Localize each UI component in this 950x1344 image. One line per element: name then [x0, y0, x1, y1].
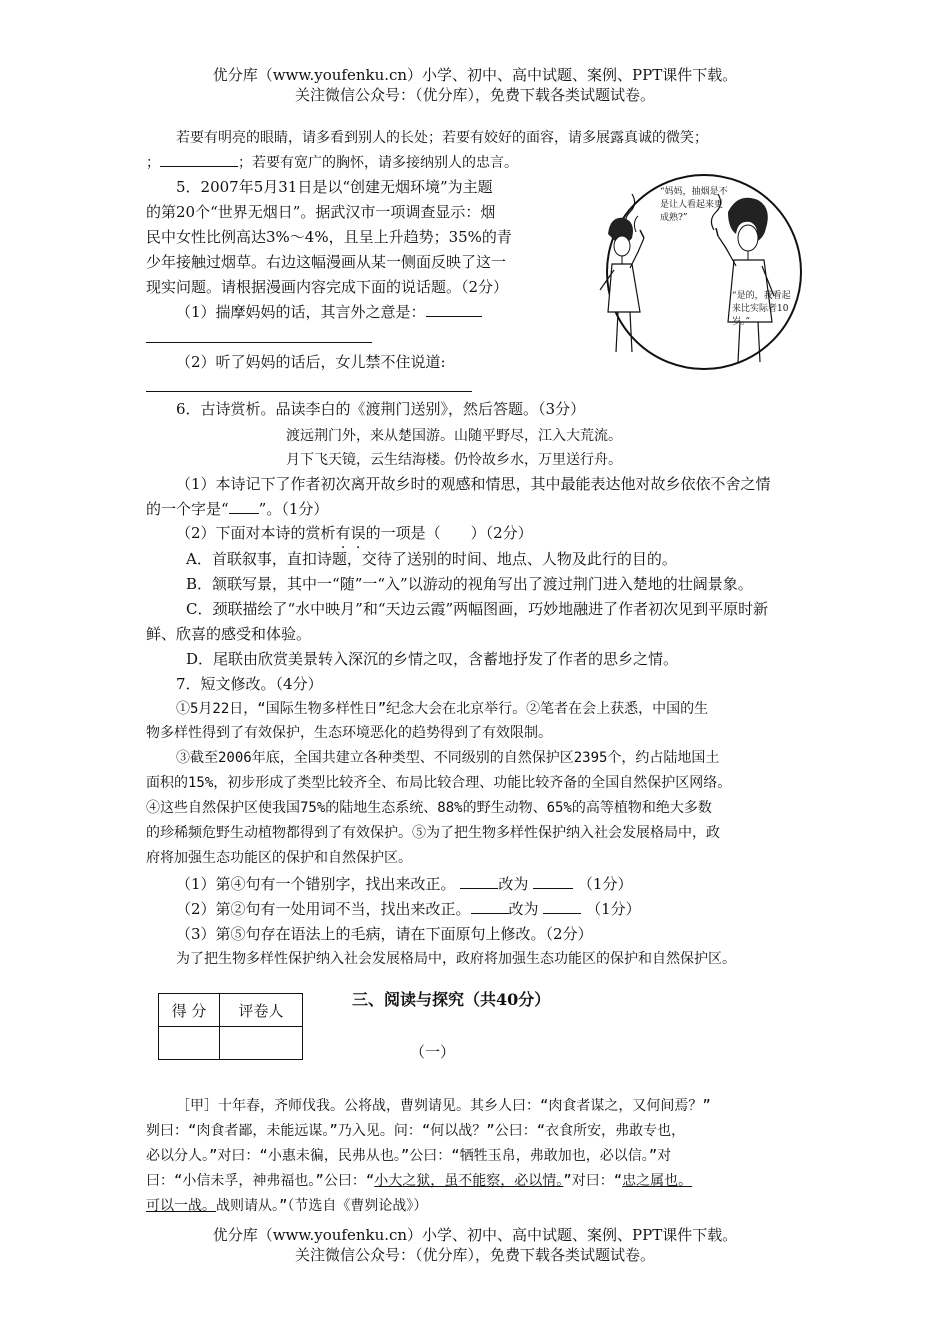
q7-s1-mid: 改为 [498, 875, 529, 893]
q5-line-2: 的第20个“世界无烟日”。据武汉市一项调查显示：烟 [146, 203, 496, 221]
grader-header: 评卷人 [220, 994, 303, 1027]
bubble-daughter [660, 186, 730, 266]
q7-text-2: 物多样性得到了有效保护，生态环境恶化的趋势得到了有效限制。 [146, 725, 552, 741]
q5-line-3: 民中女性比例高达3%～4%，且呈上升趋势；35%的青 [146, 228, 512, 246]
q6-s1-line-1: （1）本诗记下了作者初次离开故乡时的观感和情思，其中最能表达他对故乡依依不舍之情 [176, 475, 771, 493]
score-table [158, 993, 303, 1060]
q6-s1-suffix: ”。（1分） [258, 500, 329, 518]
q7-s1-text: （1）第④句有一个错别字，找出来改正。 [176, 875, 456, 893]
footer-line-1: 优分库（www.youfenku.cn）小学、初中、高中试题、案例、PPT课件下载。 [212, 1226, 738, 1244]
q6-s2-emph-1: 有 [335, 524, 351, 542]
poem-line-2: 月下飞天镜，云生结海楼。仍怜故乡水，万里送行舟。 [286, 452, 622, 468]
q7-s2-mid: 改为 [508, 900, 539, 918]
q7-text-1: ①5月22日，“国际生物多样性日”纪念大会在北京举行。②笔者在会上获悉，中国的生 [176, 701, 709, 717]
q5-line-1: 5．2007年5月31日是以“创建无烟环境”为主题 [176, 178, 493, 196]
jia-line-2: 刿曰：“肉食者鄙，未能远谋。”乃入见。问：“何以战？”公曰：“衣食所安，弗敢专也， [146, 1123, 686, 1139]
score-header: 得 分 [159, 994, 220, 1027]
q7-title: 7．短文修改。（4分） [176, 675, 323, 693]
jia-underline-2: 忠之属也。 [622, 1173, 693, 1189]
q5-sub1 [176, 300, 482, 324]
section-3-title: 三、阅读与探究（共40分） [352, 990, 551, 1009]
jia-line-4-a: 曰：“小信未孚，神弗福也。”公曰：“ [146, 1173, 375, 1189]
intro-line-2 [146, 150, 518, 175]
jia-underline-1: 小大之狱，虽不能察，必以情。 [374, 1173, 564, 1189]
jia-line-5-b: 战则请从。”（节选自《曹刿论战》） [216, 1198, 428, 1214]
q6-s1-blank[interactable] [229, 497, 259, 514]
q7-s2-blank-right[interactable] [543, 897, 581, 914]
q6-s2-prefix: （2）下面对本诗的赏析 [176, 524, 336, 542]
section-3-subtitle: （一） [410, 1043, 456, 1061]
intro-line-1: 若要有明亮的眼睛，请多看到别人的长处；若要有姣好的面容，请多展露真诚的微笑； [176, 130, 708, 146]
bubble-mother-text: “是的，我看起来比实际者10岁。” [732, 291, 791, 327]
q6-title: 6．古诗赏析。品读李白的《渡荆门送别》，然后答题。（3分） [176, 400, 586, 418]
jia-line-5 [146, 1194, 427, 1218]
bubble-daughter-text: “妈妈，抽烟是不是让人看起来更成熟?” [660, 187, 728, 223]
q6-option-b: B．颔联写景，其中一“随”一“入”以游动的视角写出了渡过荆门进入楚地的壮阔景象。 [186, 575, 753, 593]
q5-sub1-blank-a[interactable] [426, 300, 482, 317]
poem-line-1: 渡远荆门外，来从楚国游。山随平野尽，江入大荒流。 [286, 428, 622, 444]
header-line-1: 优分库（www.youfenku.cn）小学、初中、高中试题、案例、PPT课件下载。 [212, 66, 738, 84]
q5-line-5: 现实问题。请根据漫画内容完成下面的说话题。（2分） [146, 278, 509, 296]
q6-s2-suffix: 的一项是（ ）（2分） [365, 524, 533, 542]
jia-line-1: ［甲］十年春，齐师伐我。公将战，曹刿请见。其乡人曰：“肉食者谋之，又何间焉？” [176, 1098, 711, 1114]
grader-cell[interactable] [220, 1027, 303, 1060]
q7-s1-blank-right[interactable] [533, 872, 573, 889]
q7-s1-blank-wrong[interactable] [460, 872, 498, 889]
q7-text-6: 的珍稀频危野生动植物都得到了有效保护。⑤为了把生物多样性保护纳入社会发展格局中，政 [146, 825, 720, 841]
q7-s2-text: （2）第②句有一处用词不当，找出来改正。 [176, 900, 471, 918]
q5-sub2-answer-line[interactable] [146, 391, 472, 392]
bubble-mother [732, 290, 798, 350]
q6-option-c-line-2: 鲜、欣喜的感受和体验。 [146, 625, 312, 643]
q6-s2-emph-2: 误 [350, 524, 366, 542]
q7-text-5: ④这些自然保护区使我国75%的陆地生态系统、88%的野生动物、65%的高等植物和绝大多数 [146, 800, 712, 816]
q7-text-3: ③截至2006年底，全国共建立各种类型、不同级别的自然保护区2395个，约占陆地国土 [176, 750, 720, 766]
q5-line-4: 少年接触过烟草。右边这幅漫画从某一侧面反映了这一 [146, 253, 507, 271]
jia-line-3: 必以分人。”对曰：“小惠未徧，民弗从也。”公曰：“牺牲玉帛，弗敢加也，必以信。”对 [146, 1148, 672, 1164]
q7-s1-points: （1分） [577, 875, 633, 893]
q6-s1-prefix: 的一个字是“ [146, 500, 229, 518]
q7-s2 [176, 897, 641, 921]
intro-suffix: ；若要有宽广的胸怀，请多接纳别人的忠言。 [238, 155, 518, 171]
q7-original-sentence: 为了把生物多样性保护纳入社会发展格局中，政府将加强生态功能区的保护和自然保护区。 [176, 951, 736, 967]
jia-underline-3: 可以一战。 [146, 1198, 216, 1214]
q5-sub1-answer-line[interactable] [146, 342, 372, 343]
q6-s2 [176, 521, 533, 545]
q5-sub1-text: （1）揣摩妈妈的话，其言外之意是： [176, 303, 426, 321]
header-line-2: 关注微信公众号：（优分库），免费下载各类试题试卷。 [294, 86, 655, 104]
smoking-cartoon [588, 172, 820, 372]
q6-option-d: D．尾联由欣赏美景转入深沉的乡情之叹，含蓄地抒发了作者的思乡之情。 [186, 650, 679, 668]
q7-s2-points: （1分） [586, 900, 641, 918]
score-cell[interactable] [159, 1027, 220, 1060]
footer-line-2: 关注微信公众号：（优分库），免费下载各类试题试卷。 [294, 1246, 655, 1264]
q7-s3: （3）第⑤句存在语法上的毛病，请在下面原句上修改。（2分） [176, 925, 593, 943]
q5-sub2: （2）听了妈妈的话后，女儿禁不住说道: [176, 353, 446, 371]
q7-s1 [176, 872, 632, 896]
q7-text-4: 面积的15%，初步形成了类型比较齐全、布局比较合理、功能比较齐备的全国自然保护区网络。 [146, 775, 732, 791]
q6-option-a: A．首联叙事，直扣诗题，交待了送别的时间、地点、人物及此行的目的。 [186, 550, 677, 568]
q7-s2-blank-wrong[interactable] [471, 897, 509, 914]
jia-line-4 [146, 1169, 692, 1193]
intro-blank[interactable] [160, 150, 238, 167]
q6-option-c-line-1: C．颈联描绘了“水中映月”和“天边云霞”两幅图画，巧妙地融进了作者初次见到平原时新 [186, 600, 769, 618]
jia-line-4-b: ”对曰：“ [563, 1173, 623, 1189]
q6-s1-line-2 [146, 497, 328, 521]
intro-semicolon: ； [146, 155, 160, 171]
q7-text-7: 府将加强生态功能区的保护和自然保护区。 [146, 850, 412, 866]
